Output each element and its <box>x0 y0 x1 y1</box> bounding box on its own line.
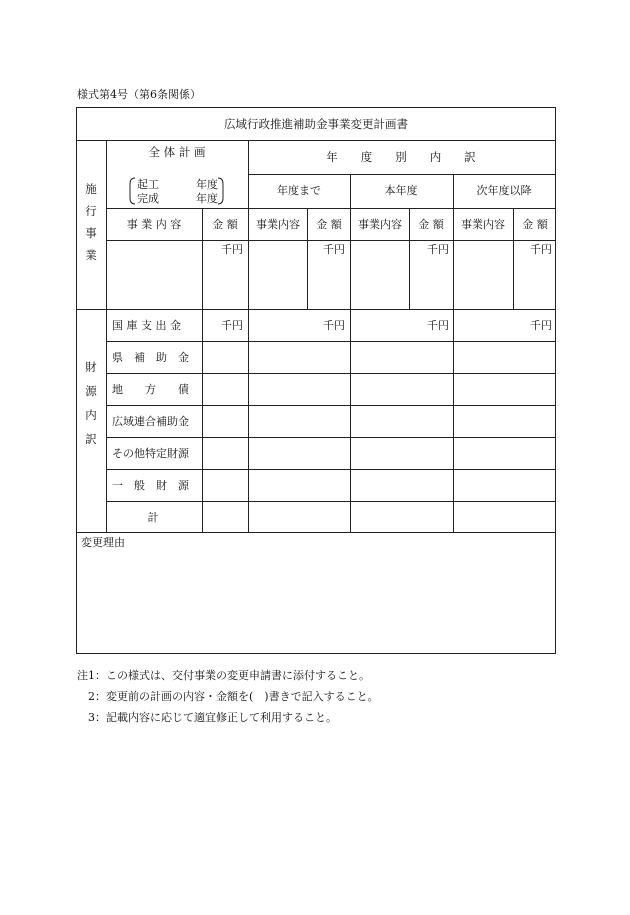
table-line <box>202 208 203 532</box>
unit-label: 千円 <box>427 319 449 332</box>
table-line <box>106 341 556 342</box>
side-label-funding <box>84 362 98 458</box>
form-title: 広域行政推進補助金事業変更計画書 <box>224 117 408 131</box>
col-amount: 金 額 <box>522 218 548 231</box>
side-label-char: 事 <box>85 226 97 240</box>
table-line <box>409 208 410 309</box>
col-project-content: 事 業 内 容 <box>126 218 182 231</box>
completion-label: 完成 <box>137 192 159 205</box>
col-amount: 金 額 <box>212 218 238 231</box>
table-line <box>76 309 556 310</box>
table-line <box>76 140 556 141</box>
table-line <box>106 240 556 241</box>
side-label-char: 業 <box>85 248 97 262</box>
notes <box>77 665 379 728</box>
unit-label: 千円 <box>530 243 552 256</box>
note-item: 注1：この様式は、交付事業の変更申請書に添付すること。 <box>77 669 370 682</box>
funding-row-total: 計 <box>147 511 159 524</box>
unit-label: 千円 <box>323 243 345 256</box>
col-amount: 金 額 <box>316 218 342 231</box>
col-project-content: 事業内容 <box>256 218 300 231</box>
table-line <box>513 208 514 309</box>
note-item: 2：変更前の計画の内容・金額を( )書きで記入すること。 <box>77 690 379 703</box>
table-line <box>248 140 249 532</box>
funding-row-general: 一 般 財 源 <box>112 479 189 492</box>
table-line <box>106 140 107 532</box>
year-breakdown-header: 年 度 別 内 訳 <box>326 150 476 164</box>
start-label: 起工 <box>137 178 159 191</box>
table-line <box>106 405 556 406</box>
start-year-suffix: 年度 <box>196 178 218 191</box>
unit-label: 千円 <box>427 243 449 256</box>
period-until-last-year: 年度まで <box>277 184 321 197</box>
completion-year-suffix: 年度 <box>196 192 218 205</box>
funding-row-national: 国 庫 支 出 金 <box>112 319 181 332</box>
side-label-char: 内 <box>85 408 97 422</box>
unit-label: 千円 <box>221 243 243 256</box>
side-label-char: 源 <box>85 384 97 398</box>
side-label-char: 行 <box>85 204 97 218</box>
unit-label: 千円 <box>530 319 552 332</box>
funding-row-union-subsidy: 広域連合補助金 <box>112 415 189 428</box>
side-label-char: 訳 <box>85 432 97 446</box>
table-line <box>106 373 556 374</box>
table-line <box>106 501 556 502</box>
period-this-year: 本年度 <box>384 184 418 197</box>
col-project-content: 事業内容 <box>461 218 505 231</box>
side-label-project <box>84 184 98 272</box>
unit-label: 千円 <box>323 319 345 332</box>
table-line <box>350 174 351 532</box>
change-reason-label: 変更理由 <box>81 536 125 549</box>
table-line <box>248 174 556 175</box>
table-line <box>106 437 556 438</box>
side-label-char: 財 <box>85 360 97 374</box>
funding-row-prefecture: 県 補 助 金 <box>112 351 189 364</box>
funding-row-local-bond: 地 方 債 <box>112 383 189 396</box>
unit-label: 千円 <box>221 319 243 332</box>
table-line <box>106 469 556 470</box>
col-project-content: 事業内容 <box>358 218 402 231</box>
table-line <box>453 174 454 532</box>
form-label: 様式第4号（第6条関係） <box>77 88 201 101</box>
side-label-char: 施 <box>85 182 97 196</box>
period-next-year-onward: 次年度以降 <box>476 184 532 197</box>
funding-row-other-specific: その他特定財源 <box>112 447 189 460</box>
table-line <box>106 208 556 209</box>
note-item: 3：記載内容に応じて適宜修正して利用すること。 <box>77 711 337 724</box>
overall-plan-header: 全 体 計 画 <box>148 145 206 159</box>
table-line <box>76 532 556 533</box>
col-amount: 金 額 <box>418 218 444 231</box>
table-line <box>307 208 308 309</box>
